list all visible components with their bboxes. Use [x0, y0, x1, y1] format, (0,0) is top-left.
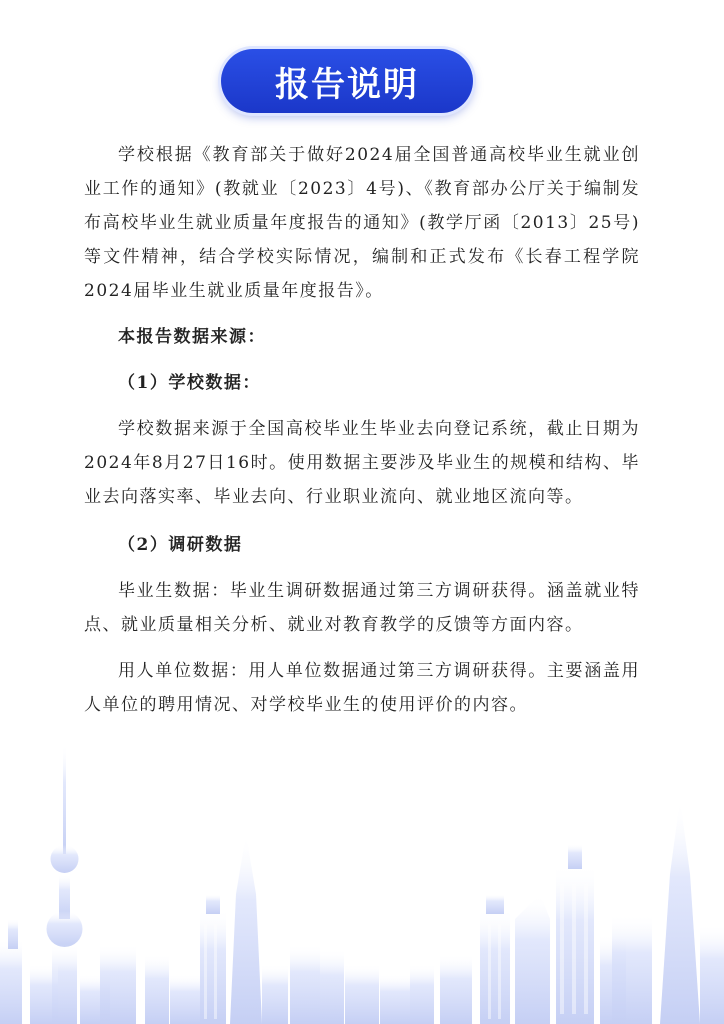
graduate-data-paragraph: 毕业生数据：毕业生调研数据通过第三方调研获得。涵盖就业特点、就业质量相关分析、就业对教育教学的反馈等方面内容。	[84, 581, 640, 635]
page-title: 报告说明	[275, 64, 419, 105]
report-body	[84, 138, 640, 722]
city-skyline-illustration	[0, 724, 724, 1024]
employer-data-paragraph: 用人单位数据：用人单位数据通过第三方调研获得。主要涵盖用人单位的聘用情况、对学校毕业生的使用评价的内容。	[84, 661, 640, 715]
school-data-heading: （1）学校数据：	[118, 373, 261, 393]
data-source-heading: 本报告数据来源：	[118, 327, 266, 347]
report-title-banner	[221, 49, 473, 113]
intro-paragraph: 学校根据《教育部关于做好2024届全国普通高校毕业生就业创业工作的通知》(教就业〔2023〕4号)、《教育部办公厅关于编制发布高校毕业生就业质量年度报告的通知》(教学厅函〔2013〕25号)等文件精神，结合学校实际情况，编制和正式发布《长春工程学院2024届毕业生就业质量年度报告》。	[84, 145, 640, 301]
school-data-paragraph: 学校数据来源于全国高校毕业生毕业去向登记系统，截止日期为2024年8月27日16时。使用数据主要涉及毕业生的规模和结构、毕业去向落实率、毕业去向、行业职业流向、就业地区流向等。	[84, 419, 640, 507]
survey-data-heading: （2）调研数据	[118, 535, 243, 555]
